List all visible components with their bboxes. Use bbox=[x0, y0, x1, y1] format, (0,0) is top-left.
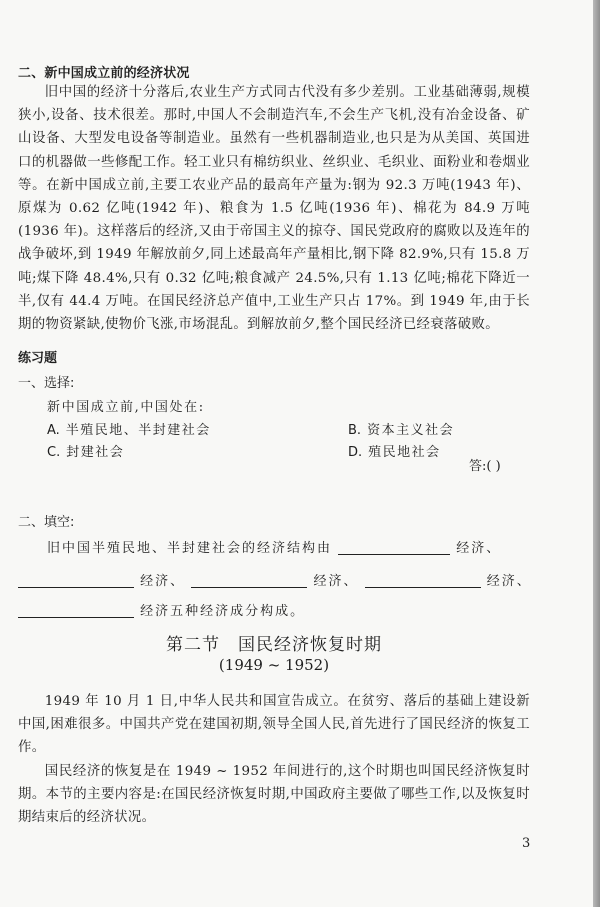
option-text: 封建社会 bbox=[66, 445, 125, 460]
fill-blank bbox=[365, 573, 481, 588]
fill-blank bbox=[18, 573, 134, 588]
option-c bbox=[47, 441, 124, 460]
section-heading: 二、新中国成立前的经济状况 bbox=[18, 66, 190, 81]
paragraph-economy-before-1949: 旧中国的经济十分落后,农业生产方式同古代没有多少差别。工业基础薄弱,规模狭小,设备、技术很差。那时,中国人不会制造汽车,不会生产飞机,没有冶金设备、矿山设备、大型发电设备等制造业。虽然有一些机器制造业,也只是为从美国、英国进口的机器做一些修配工作。轻工业只有棉纺织业、丝织业、毛织业、面粉业和卷烟业等。在新中国成立前,主要工农业产品的最高年产量为:钢为 92.3 万吨(1943 年)、原煤为 0.62 亿吨(1942 年)、粮食为 1.5 亿吨(1936 年)、棉花为 84.9 万吨(1936 年)。这样落后的经济,又由于帝国主义的掠夺、国民党政府的腐败以及连年的战争破坏,到 1949 年解放前夕,同上述最高年产量相比,钢下降 82.9%,只有 15.8 万吨;煤下降 48.4%,只有 0.32 亿吨;粮食减产 24.5%,只有 1.13 亿吨;棉花下降近一半,仅有 44.4 万吨。在国民经济总产值中,工业生产只占 17%。到 1949 年,由于长期的物资紧缺,使物价飞涨,市场混乱。到解放前夕,整个国民经济已经衰落破败。 bbox=[18, 85, 530, 333]
option-text: 半殖民地、半封建社会 bbox=[65, 423, 211, 438]
answer-blank: 答:( ) bbox=[469, 459, 501, 474]
option-a bbox=[47, 419, 211, 438]
fill-blank bbox=[191, 573, 307, 588]
choice-question-label: 一、选择: bbox=[18, 376, 75, 391]
fill-word: 经济、 bbox=[456, 541, 502, 556]
option-text: 资本主义社会 bbox=[367, 423, 455, 438]
fill-word: 经济、 bbox=[140, 574, 186, 589]
section-2-subtitle: (1949 ~ 1952) bbox=[218, 656, 330, 674]
fill-blank bbox=[18, 603, 134, 618]
fill-line-2 bbox=[18, 570, 532, 589]
fill-text: 经济五种经济成分构成。 bbox=[140, 604, 306, 619]
fill-question-label: 二、填空: bbox=[18, 515, 75, 530]
section-name: 国民经济恢复时期 bbox=[238, 635, 382, 655]
fill-line-1 bbox=[47, 537, 501, 556]
fill-blank bbox=[338, 540, 450, 555]
option-key: C. bbox=[47, 445, 61, 460]
fill-word: 经济、 bbox=[313, 574, 359, 589]
fill-line-3 bbox=[18, 600, 305, 619]
option-key: D. bbox=[348, 445, 363, 460]
section-2-title bbox=[18, 630, 530, 655]
option-key: B. bbox=[348, 423, 362, 438]
fill-text: 旧中国半殖民地、半封建社会的经济结构由 bbox=[47, 541, 333, 556]
fill-word: 经济、 bbox=[486, 574, 532, 589]
option-key: A. bbox=[47, 423, 60, 438]
paragraph-recovery-period: 国民经济的恢复是在 1949 ~ 1952 年间进行的,这个时期也叫国民经济恢复时期。本节的主要内容是:在国民经济恢复时期,中国政府主要做了哪些工作,以及恢复时期结束后的经济状况。 bbox=[18, 764, 530, 826]
choice-question-stem: 新中国成立前,中国处在: bbox=[47, 400, 205, 415]
paragraph-founding: 1949 年 10 月 1 日,中华人民共和国宣告成立。在贫穷、落后的基础上建设新中国,困难很多。中国共产党在建国初期,领导全国人民,首先进行了国民经济的恢复工作。 bbox=[18, 694, 530, 756]
page-edge-shadow bbox=[593, 0, 600, 907]
option-text: 殖民地社会 bbox=[368, 445, 441, 460]
section-number: 第二节 bbox=[166, 635, 220, 655]
option-b bbox=[348, 419, 454, 438]
page-number: 3 bbox=[522, 836, 531, 851]
option-d bbox=[348, 441, 441, 460]
exercises-title: 练习题 bbox=[18, 351, 58, 366]
